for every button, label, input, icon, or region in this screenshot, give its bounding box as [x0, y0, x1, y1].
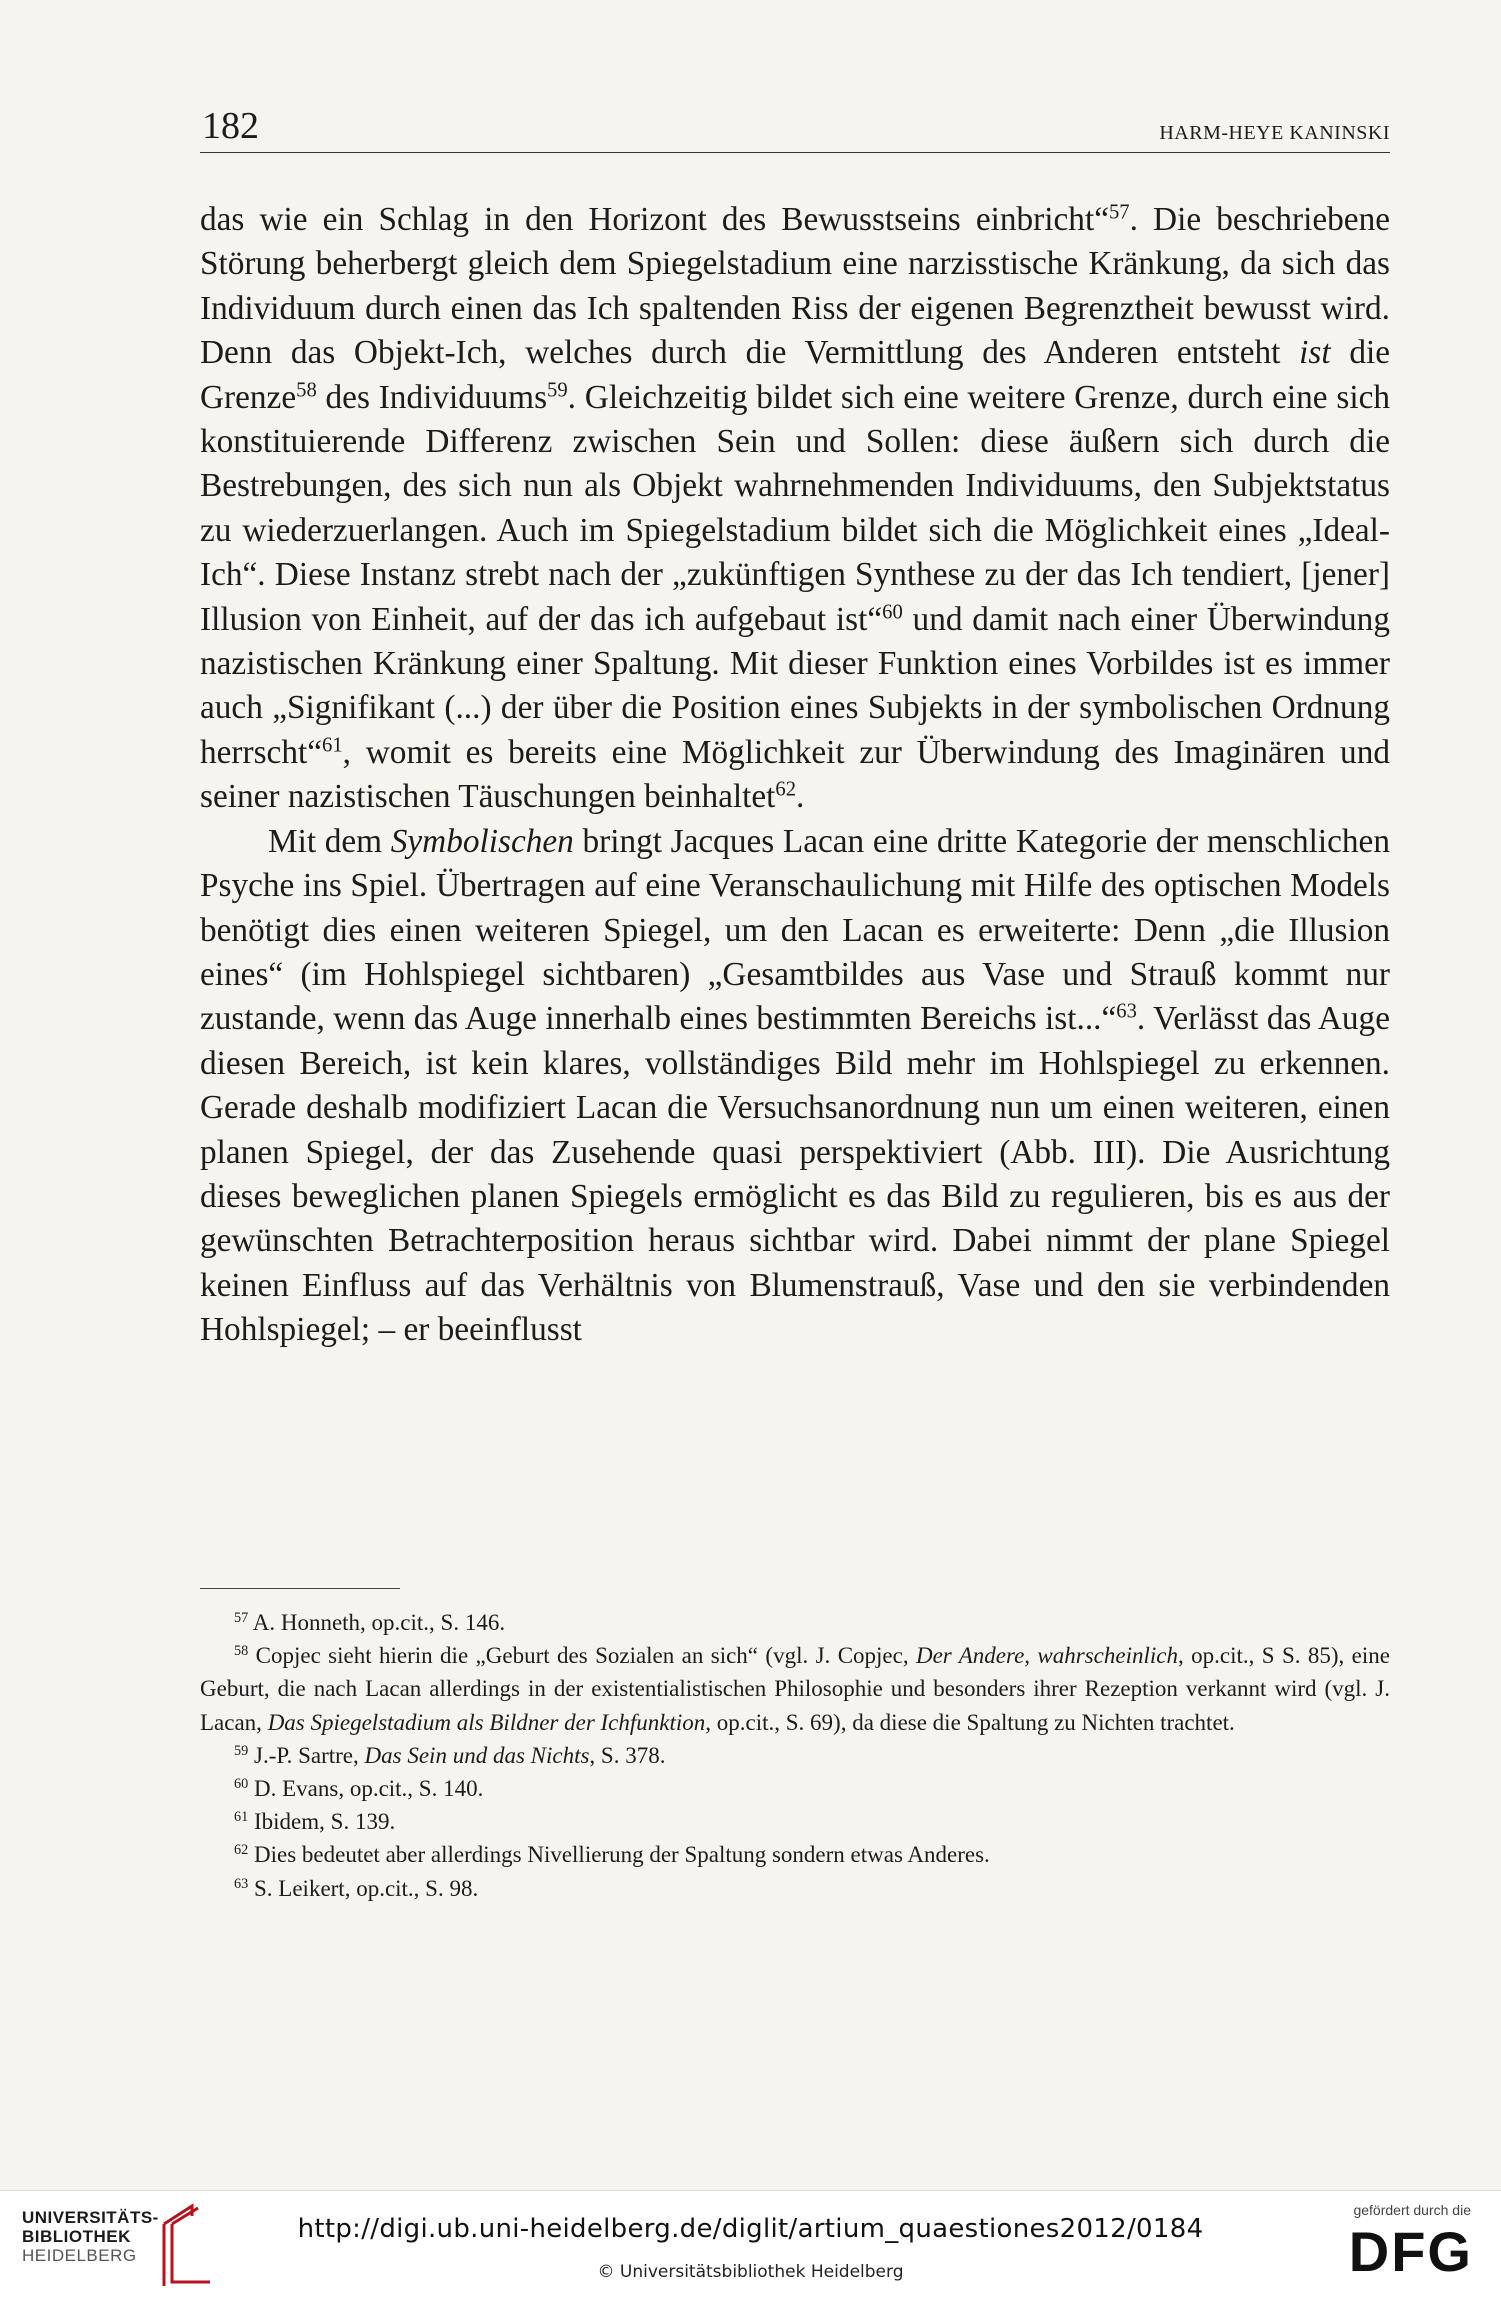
footnotes [200, 1606, 1390, 1905]
page-number: 182 [202, 105, 259, 147]
library-logo[interactable]: UNIVERSITÄTS- BIBLIOTHEK HEIDELBERG [22, 2208, 159, 2265]
running-head: HARM-HEYE KANINSKI [1159, 122, 1390, 144]
footnote-ref[interactable]: 61 [322, 734, 343, 757]
main-text [200, 198, 1390, 1353]
footnote: $^{61}$ Ibidem, S. 139. [234, 1809, 396, 1835]
paragraph: Mit dem Symbolischen bringt Jacques Lacan eine dritte Kategorie der menschlichen Psyche ins Spiel. Übertragen auf eine Veranschaulichung mit Hilfe des optischen Models benötigt dies einen weiteren Spiegel, um den Lacan es erweiterte: Denn „die Illusion eines“ (im Hohlspiegel sichtbaren) „Gesamtbildes aus Vase und Strauß kommt nur zustande, wenn das Auge innerhalb eines bestimmten Bereichs ist...“$^{63}$. Verlässt das Auge diesen Bereich, ist kein klares, vollständiges Bild mehr im Hohlspiegel zu erkennen. Gerade deshalb modifiziert Lacan die Versuchsanordnung nun um einen weiteren, einen planen Spiegel, der das Zusehende quasi perspektiviert (Abb. III). Die Ausrichtung dieses beweglichen planen Spiegels ermöglicht es das Bild zu regulieren, bis es aus der gewünschten Betrachterposition heraus sichtbar wird. Dabei nimmt der plane Spiegel keinen Einfluss auf das Verhältnis von Blumenstrauß, Vase und den sie verbindenden Hohlspiegel; – er beeinflusst [200, 822, 1390, 1349]
footnote: $^{57}$ A. Honneth, op.cit., S. 146. [234, 1610, 506, 1635]
footnote-ref[interactable]: 63 [1116, 1000, 1137, 1023]
page-header [200, 104, 1390, 153]
footnote: $^{62}$ Dies bedeutet aber allerdings Nivellierung der Spaltung sondern etwas Anderes. [234, 1842, 990, 1868]
footnote-ref[interactable]: 60 [882, 601, 903, 624]
footnote-ref[interactable]: 62 [775, 778, 797, 801]
permalink-url[interactable]: http://digi.ub.uni-heidelberg.de/diglit/artium_quaestiones2012/0184 [297, 2214, 1204, 2244]
paragraph: das wie ein Schlag in den Horizont des Bewusstseins einbricht“$^{57}$. Die beschriebene Störung beherbergt gleich dem Spiegelstadium eine narzisstische Kränkung, da sich das Individuum durch einen das Ich spaltenden Riss der eigenen Begrenztheit bewusst wird. Denn das Objekt-Ich, welches durch die Vermittlung des Anderen entsteht ist die Grenze$^{58}$ des Individuums$^{59}$. Gleichzeitig bildet sich eine weitere Grenze, durch eine sich konstituierende Differenz zwischen Sein und Sollen: diese äußern sich durch die Bestrebungen, des sich nun als Objekt wahrnehmenden Individuums, den Subjektstatus zu wiederzuerlangen. Auch im Spiegelstadium bildet sich die Möglichkeit eines „Ideal-Ich“. Diese Instanz strebt nach der „zukünftigen Synthese zu der das Ich tendiert, [jener] Illusion von Einheit, auf der das ich aufgebaut ist“$^{60}$ und damit nach einer Überwindung nazistischen Kränkung einer Spaltung. Mit dieser Funktion eines Vorbildes ist es immer auch „Signifikant (...) der über die Position eines Subjekts in der symbolischen Ordnung herrscht“$^{61}$, womit es bereits eine Möglichkeit zur Überwindung des Imaginären und seiner nazistischen Täuschungen beinhaltet$^{62}$. [200, 201, 1390, 816]
footnote: $^{59}$ J.-P. Sartre, Das Sein und das Nichts, S. 378. [234, 1742, 666, 1768]
footnote-divider [200, 1588, 400, 1589]
footnote: $^{60}$ D. Evans, op.cit., S. 140. [234, 1776, 484, 1802]
footnote: $^{63}$ S. Leikert, op.cit., S. 98. [234, 1875, 479, 1901]
dfg-logo[interactable]: DFG [1348, 2220, 1473, 2283]
footnote-ref[interactable]: 59 [547, 379, 568, 402]
footnote: $^{58}$ Copjec sieht hierin die „Geburt des Sozialen an sich“ (vgl. J. Copjec, Der Andere, wahrscheinlich, op.cit., S S. 85), eine Geburt, die nach Lacan allerdings in der existentialistischen Philosophie und besonders ihrer Rezeption verkannt wird (vgl. J. Lacan, Das Spiegelstadium als Bildner der Ichfunktion, op.cit., S. 69), da diese die Spaltung zu Nichten trachtet. [200, 1643, 1390, 1735]
footnote-ref[interactable]: 57 [1108, 201, 1130, 224]
funding-note: gefördert durch die [1353, 2202, 1471, 2218]
copyright-notice: © Universitätsbibliothek Heidelberg [597, 2262, 904, 2282]
footnote-ref[interactable]: 58 [296, 379, 317, 402]
